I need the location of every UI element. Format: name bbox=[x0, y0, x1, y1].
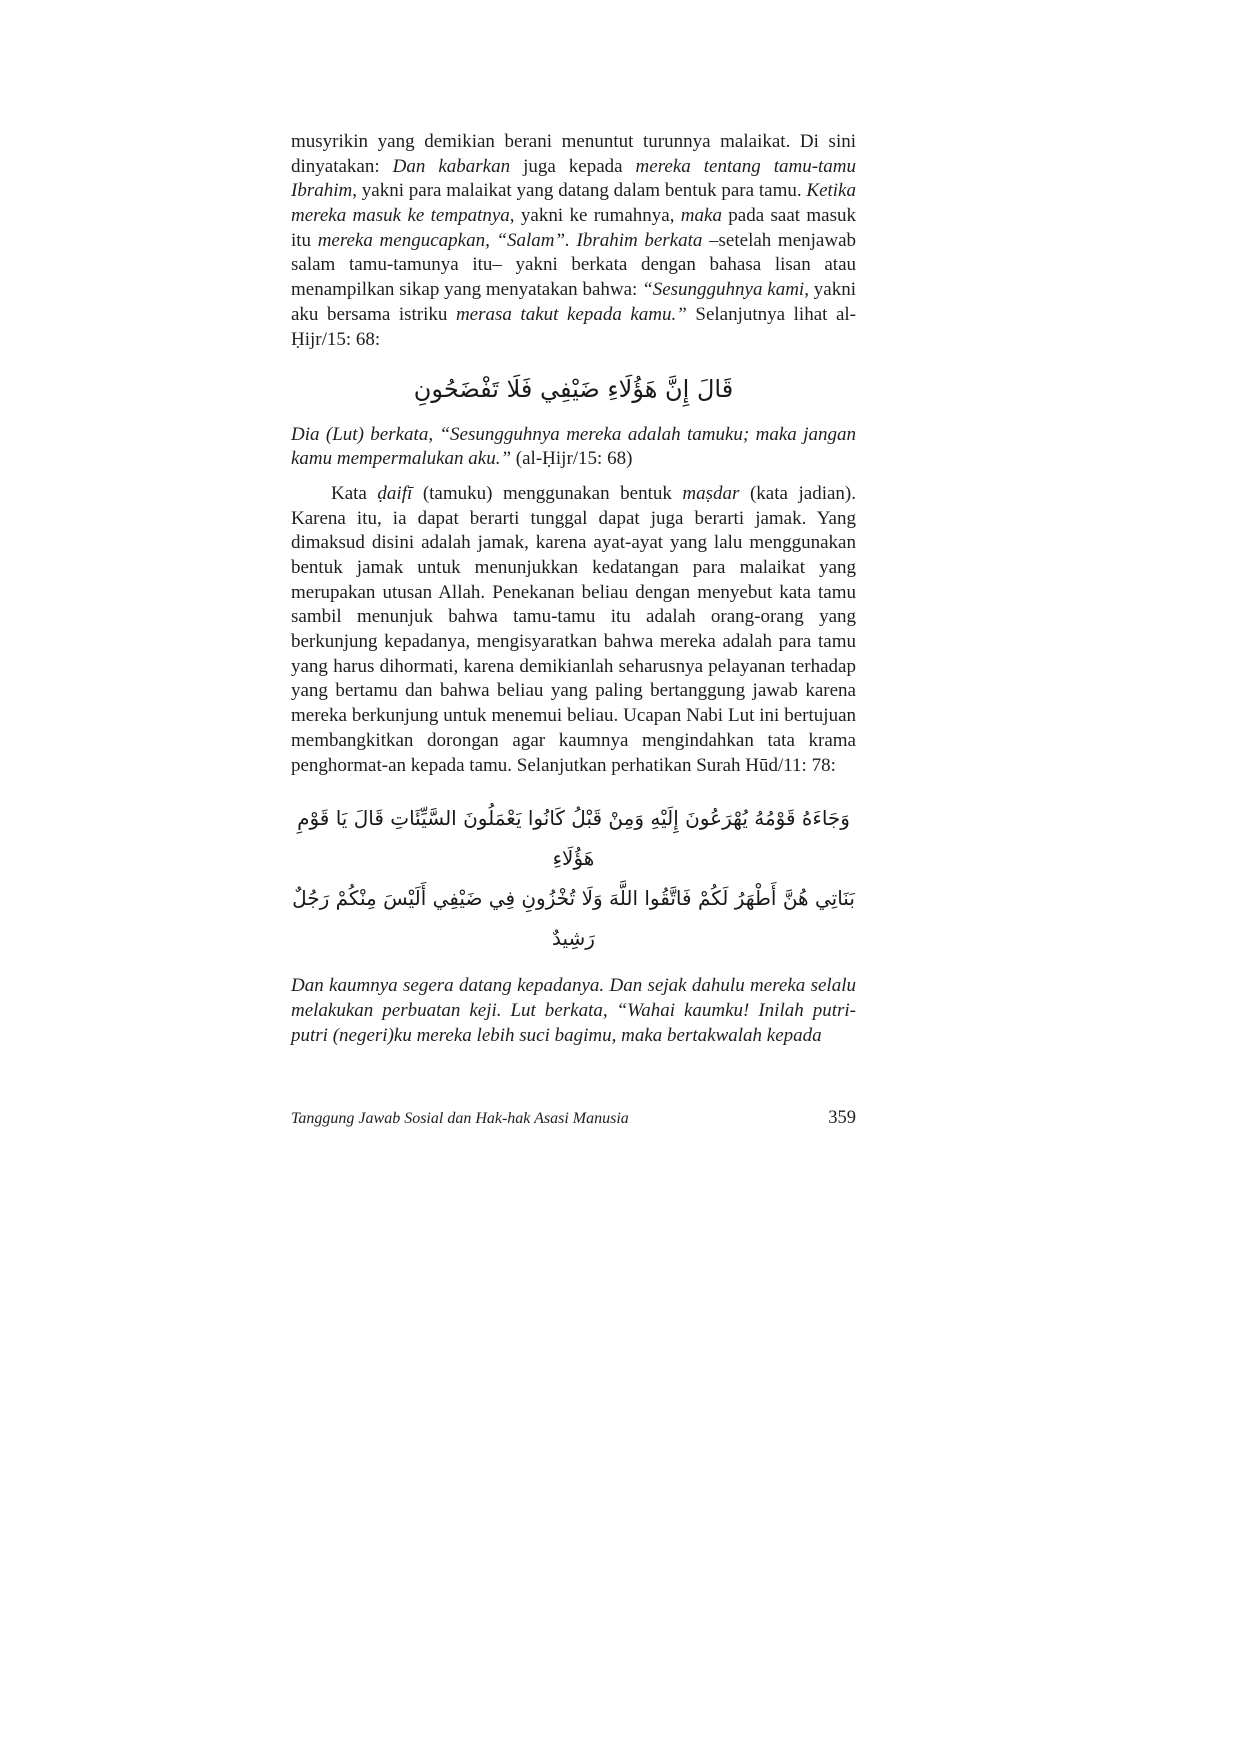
body-paragraph-2: Kata ḍaifī (tamuku) menggunakan bentuk maṣdar (kata jadian). Karena itu, ia dapat berarti tunggal dapat juga berarti jamak. Yang dimaksud disini adalah jamak, karena ayat-ayat yang lalu menggunakan bentuk jamak untuk menunjukkan kedatangan para malaikat yang merupakan utusan Allah. Penekanan beliau dengan menyebut kata tamu sambil menunjuk bahwa tamu-tamu itu adalah orang-orang yang berkunjung kepadanya, mengisyaratkan bahwa mereka adalah para tamu yang harus dihormati, karena demikianlah seharusnya pelayanan terhadap yang bertamu dan bahwa beliau yang paling bertanggung jawab karena mereka berkunjung untuk menemui beliau. Ucapan Nabi Lut ini bertujuan membangkitkan dorongan agar kaumnya mengindahkan tata krama penghormat-an kepada tamu. Selanjutkan perhatikan Surah Hūd/11: 78: bbox=[291, 482, 856, 776]
arabic-verse-line-1: وَجَاءَهُ قَوْمُهُ يُهْرَعُونَ إِلَيْهِ وَمِنْ قَبْلُ كَانُوا يَعْمَلُونَ السَّيِّئَاتِ قَالَ يَا قَوْمِ هَؤُلَاءِ bbox=[297, 806, 850, 871]
page-number: 359 bbox=[828, 1108, 856, 1128]
page-footer bbox=[291, 1108, 856, 1129]
arabic-verse-hud-11-78 bbox=[291, 798, 856, 958]
arabic-verse-line-2: بَنَاتِي هُنَّ أَطْهَرُ لَكُمْ فَاتَّقُوا اللَّهَ وَلَا تُخْزُونِ فِي ضَيْفِي أَلَيْسَ مِنْكُمْ رَجُلٌ رَشِيدٌ bbox=[292, 886, 855, 951]
footer-book-title: Tanggung Jawab Sosial dan Hak-hak Asasi Manusia bbox=[291, 1110, 629, 1127]
arabic-verse-al-hijr-15-68: قَالَ إِنَّ هَؤُلَاءِ ضَيْفِي فَلَا تَفْضَحُونِ bbox=[413, 375, 734, 404]
page-content bbox=[291, 130, 856, 1048]
body-paragraph-1: musyrikin yang demikian berani menuntut turunnya malaikat. Di sini dinyatakan: Dan kabarkan juga kepada mereka tentang tamu-tamu Ibrahim, yakni para malaikat yang datang dalam bentuk para tamu. Ketika mereka masuk ke tempatnya, yakni ke rumahnya, maka pada saat masuk itu mereka mengucapkan, “Salam”. Ibrahim berkata –setelah menjawab salam tamu-tamunya itu– yakni berkata dengan bahasa lisan atau menampilkan sikap yang menyatakan bahwa: “Sesungguhnya kami, yakni aku bersama istriku merasa takut kepada kamu.” Selanjutnya lihat al-Ḥijr/15: 68: bbox=[291, 131, 857, 350]
verse-translation-1: Dia (Lut) berkata, “Sesungguhnya mereka adalah tamuku; maka jangan kamu mempermalukan aku.” (al-Ḥijr/15: 68) bbox=[291, 423, 856, 470]
verse-translation-2: Dan kaumnya segera datang kepadanya. Dan sejak dahulu mereka selalu melakukan perbuatan keji. Lut berkata, “Wahai kaumku! Inilah putri-putri (negeri)ku mereka lebih suci bagimu, maka bertakwalah kepada bbox=[291, 975, 856, 1046]
